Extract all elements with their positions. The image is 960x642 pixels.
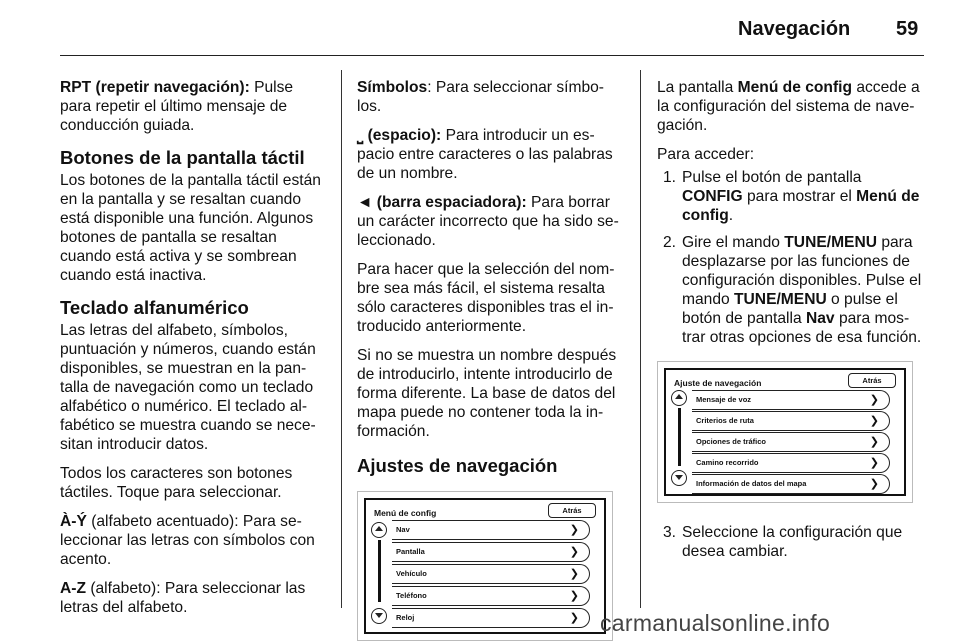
- config-item-label: Teléfono: [396, 591, 427, 600]
- config-back-button: Atrás: [548, 503, 596, 518]
- step-2-number: 2.: [663, 234, 677, 251]
- accent-text: (alfabeto acentuado): Para seleccionar las letras con símbolos con acento.: [60, 513, 315, 568]
- step-1-number: 1.: [663, 169, 677, 186]
- step-1-b: CONFIG: [682, 188, 743, 205]
- page-header-title: Navegación: [738, 18, 851, 40]
- chevron-right-icon: ❯: [869, 436, 879, 448]
- config-menu-screenshot: [357, 491, 613, 641]
- config-screen-frame: [364, 498, 606, 634]
- space-label: ⎵ (espacio):: [357, 127, 442, 144]
- scroll-up-icon: [671, 390, 687, 406]
- chevron-right-icon: ❯: [869, 394, 879, 406]
- scroll-bar: [378, 540, 381, 602]
- column-3: [657, 78, 923, 569]
- nav-back-button: Atrás: [848, 373, 896, 388]
- touch-paragraph: Los botones de la pantalla táctil están en la pantalla y se resaltan cuando está disponible una función. Algunos botones de pantalla se resaltan cuando está activa y se sombrean cuando está inactiva.: [60, 172, 321, 284]
- chevron-right-icon: ❯: [569, 612, 579, 624]
- column-divider-2: [640, 70, 641, 608]
- scroll-bar: [678, 408, 681, 466]
- config-item-pantalla: [392, 542, 590, 562]
- az-label: A-Z: [60, 580, 86, 597]
- step-2-b: TUNE/MENU: [784, 234, 877, 251]
- steps-list: [657, 168, 923, 347]
- column-divider-1: [341, 70, 342, 608]
- backspace-paragraph: [357, 193, 623, 250]
- intro-suffix: accede a la configuración del sistema de navegación.: [657, 79, 920, 134]
- nav-screen-frame: [664, 368, 906, 496]
- config-item-label: Pantalla: [396, 547, 425, 556]
- step-3-a: Seleccione la configuración que desea cambiar.: [682, 524, 903, 560]
- chevron-right-icon: ❯: [569, 568, 579, 580]
- backspace-text: Para borrar un carácter incorrecto que ha sido seleccionado.: [357, 194, 619, 249]
- intro-paragraph: [657, 78, 923, 135]
- config-item-vehiculo: [392, 564, 590, 584]
- nav-item-label: Criterios de ruta: [696, 416, 754, 425]
- page-number: 59: [896, 18, 919, 40]
- rpt-text: Pulse para repetir el último mensaje de conducción guiada.: [60, 79, 294, 134]
- config-item-label: Vehículo: [396, 569, 427, 578]
- config-screen-title: Menú de config: [374, 508, 437, 518]
- column-2: [357, 78, 623, 641]
- steps-list-continued: [657, 523, 923, 561]
- scroll-down-icon: [671, 470, 687, 486]
- step-2-a: Gire el mando: [682, 234, 785, 251]
- step-1-e: .: [728, 207, 734, 224]
- step-2-g: para mostrar otras opciones de esa función.: [682, 310, 922, 346]
- intro-prefix: La pantalla: [657, 79, 738, 96]
- step-2-d: TUNE/MENU: [734, 291, 827, 308]
- space-paragraph: [357, 126, 623, 183]
- chevron-right-icon: ❯: [569, 524, 579, 536]
- rpt-label: RPT (repetir navegación):: [60, 79, 250, 96]
- step-1-c: para mostrar el: [742, 188, 857, 205]
- symbols-label: Símbolos: [357, 79, 428, 96]
- watermark: carmanualsonline.info: [600, 610, 831, 636]
- backspace-label: ◄ (barra espaciadora):: [357, 194, 527, 211]
- symbols-paragraph: [357, 78, 623, 116]
- az-paragraph: [60, 579, 326, 617]
- config-item-nav: [392, 520, 590, 540]
- nav-screen-title: Ajuste de navegación: [674, 378, 762, 388]
- nav-item-label: Mensaje de voz: [696, 395, 752, 404]
- step-2: [657, 233, 923, 347]
- step-2-e: o pulse el botón de pantalla: [682, 291, 898, 327]
- chevron-right-icon: ❯: [569, 546, 579, 558]
- nav-item-label: Información de datos del mapa: [696, 479, 807, 488]
- config-item-reloj: [392, 608, 590, 628]
- touch-heading: Botones de la pantalla táctil: [60, 147, 305, 168]
- step-1-a: Pulse el botón de pantalla: [682, 169, 862, 186]
- nav-item-voice: [692, 390, 890, 410]
- step-2-c: para desplazarse por las funciones de configuración disponibles. Pulse el mando: [682, 234, 922, 308]
- keyboard-paragraph: Las letras del alfabeto, símbolos, puntuación y números, cuando están disponibles, se muestran en la pantalla de navegación como un teclado alfabético o numérico. El teclado alfabético se muestra cuando se necesitan introducir datos.: [60, 322, 316, 453]
- accent-label: À-Ý: [60, 513, 87, 530]
- chevron-right-icon: ❯: [869, 415, 879, 427]
- nav-item-route: [692, 411, 890, 431]
- step-2-f: Nav: [806, 310, 835, 327]
- settings-heading: Ajustes de navegación: [357, 455, 558, 476]
- chevron-right-icon: ❯: [869, 478, 879, 490]
- step-1: [657, 168, 923, 225]
- step-3-number: 3.: [663, 524, 677, 541]
- nav-item-traffic: [692, 432, 890, 452]
- config-item-label: Reloj: [396, 613, 415, 622]
- nav-settings-screenshot: [657, 361, 913, 503]
- step-1-d: Menú de config: [682, 188, 920, 224]
- scroll-down-icon: [371, 608, 387, 624]
- column-1: [60, 78, 326, 627]
- config-item-label: Nav: [396, 525, 410, 534]
- chevron-right-icon: ❯: [869, 457, 879, 469]
- intro-bold: Menú de config: [737, 79, 852, 96]
- selection-paragraph: Para hacer que la selección del nombre sea más fácil, el sistema resalta sólo caracteres disponibles tras el introducido anteriormente.: [357, 261, 615, 335]
- nav-item-label: Opciones de tráfico: [696, 437, 767, 446]
- nav-item-label: Camino recorrido: [696, 458, 759, 467]
- symbols-text: : Para seleccionar símbolos.: [357, 79, 604, 115]
- az-text: (alfabeto): Para seleccionar las letras del alfabeto.: [60, 580, 306, 616]
- nav-item-path: [692, 453, 890, 473]
- chars-paragraph: Todos los caracteres son botones táctiles. Toque para seleccionar.: [60, 465, 293, 501]
- scroll-up-icon: [371, 522, 387, 538]
- config-item-telefono: [392, 586, 590, 606]
- nav-item-mapdata: [692, 474, 890, 494]
- access-label: Para acceder:: [657, 146, 755, 163]
- step-3: [657, 523, 923, 561]
- keyboard-heading: Teclado alfanumérico: [60, 297, 249, 318]
- header-rule: [60, 55, 924, 56]
- chevron-right-icon: ❯: [569, 590, 579, 602]
- accent-paragraph: [60, 512, 326, 569]
- space-text: Para introducir un espacio entre caracteres o las palabras de un nombre.: [357, 127, 613, 182]
- rpt-paragraph: [60, 78, 326, 135]
- notshown-paragraph: Si no se muestra un nombre después de introducirlo, intente introducirlo de forma diferente. La base de datos del mapa puede no contener toda la información.: [357, 347, 617, 440]
